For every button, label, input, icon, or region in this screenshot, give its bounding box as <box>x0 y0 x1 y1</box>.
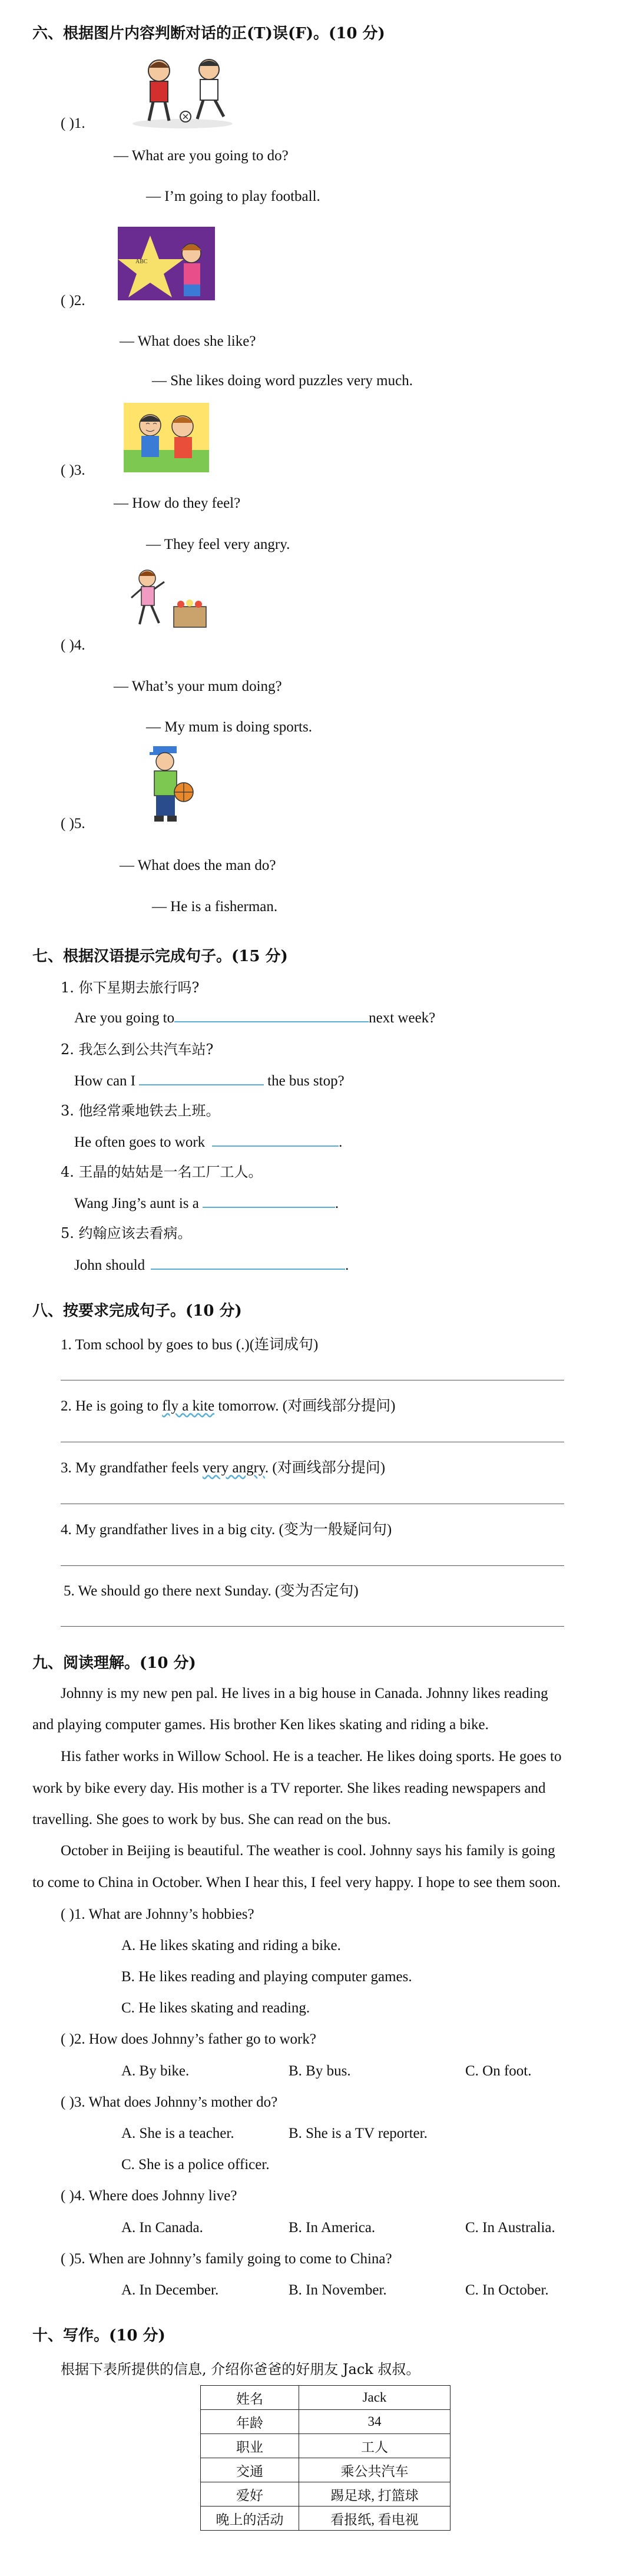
option-9-2-c[interactable]: C. On foot. <box>465 2063 532 2079</box>
item-6-2-number[interactable]: ( )2. <box>61 293 85 309</box>
option-9-5-a[interactable]: A. In December. <box>121 2282 219 2298</box>
item-8-5-answer-line[interactable] <box>61 1626 564 1627</box>
item-7-2-blank[interactable] <box>139 1069 264 1085</box>
option-9-1-c[interactable]: C. He likes skating and reading. <box>121 2000 310 2016</box>
question-9-2[interactable]: ( )2. How does Johnny’s father go to work? <box>61 2031 316 2047</box>
item-7-2-chinese: 2. 我怎么到公共汽车站? <box>61 1041 214 1058</box>
table-row: 姓名 Jack <box>201 2386 450 2410</box>
item-7-1-blank[interactable] <box>174 1006 369 1022</box>
question-9-5[interactable]: ( )5. When are Johnny’s family going to come to China? <box>61 2251 392 2267</box>
item-7-4-sentence: Wang Jing’s aunt is a . <box>74 1191 339 1212</box>
table-row: 晚上的活动 看报纸, 看电视 <box>201 2507 450 2531</box>
item-8-4: 4. My grandfather lives in a big city. (变为一般疑问句) <box>61 1522 392 1538</box>
option-9-2-b[interactable]: B. By bus. <box>289 2063 351 2079</box>
option-9-4-c[interactable]: C. In Australia. <box>465 2220 555 2236</box>
question-9-1[interactable]: ( )1. What are Johnny’s hobbies? <box>61 1906 254 1922</box>
section-10-title: 十、写作。(10 分) <box>32 2327 165 2345</box>
section-9-title: 九、阅读理解。(10 分) <box>32 1654 196 1672</box>
section-7-title: 七、根据汉语提示完成句子。(15 分) <box>32 948 288 965</box>
item-6-1-answer: — I’m going to play football. <box>146 188 320 204</box>
passage-line: work by bike every day. His mother is a TV reporter. She likes reading newspapers and <box>32 1780 546 1796</box>
item-7-5-sentence: John should . <box>74 1253 349 1274</box>
option-9-2-a[interactable]: A. By bike. <box>121 2063 190 2079</box>
writing-instruction: 根据下表所提供的信息, 介绍你爸爸的好朋友 Jack 叔叔。 <box>61 2361 420 2378</box>
item-8-4-answer-line[interactable] <box>61 1565 564 1566</box>
item-6-4-number[interactable]: ( )4. <box>61 637 85 653</box>
table-row: 年龄 34 <box>201 2410 450 2434</box>
table-row: 交通 乘公共汽车 <box>201 2458 450 2482</box>
option-9-4-a[interactable]: A. In Canada. <box>121 2220 203 2236</box>
item-7-4-chinese: 4. 王晶的姑姑是一名工厂工人。 <box>61 1164 263 1180</box>
item-7-4-blank[interactable] <box>203 1191 335 1208</box>
table-row: 职业 工人 <box>201 2434 450 2458</box>
football-boys-picture <box>127 53 238 130</box>
item-6-3-answer: — They feel very angry. <box>146 537 290 552</box>
passage-line: travelling. She goes to work by bus. She can read on the bus. <box>32 1812 391 1827</box>
item-6-3-number[interactable]: ( )3. <box>61 462 85 478</box>
option-9-5-c[interactable]: C. In October. <box>465 2282 549 2298</box>
item-7-5-chinese: 5. 约翰应该去看病。 <box>61 1225 192 1241</box>
option-9-3-b[interactable]: B. She is a TV reporter. <box>289 2125 428 2141</box>
item-6-1-number[interactable]: ( )1. <box>61 115 85 131</box>
item-6-2-question: — What does she like? <box>120 333 256 349</box>
item-8-1: 1. Tom school by goes to bus (.)(连词成句) <box>61 1337 319 1353</box>
table-row: 爱好 踢足球, 打篮球 <box>201 2482 450 2507</box>
passage-line: Johnny is my new pen pal. He lives in a big house in Canada. Johnny likes reading <box>61 1686 548 1701</box>
two-kids-picture <box>124 403 209 472</box>
passage-line: and playing computer games. His brother Ken likes skating and riding a bike. <box>32 1717 489 1733</box>
option-9-3-a[interactable]: A. She is a teacher. <box>121 2125 234 2141</box>
option-9-3-c[interactable]: C. She is a police officer. <box>121 2157 270 2173</box>
item-6-5-number[interactable]: ( )5. <box>61 816 85 832</box>
puzzle-girl-picture <box>118 227 215 300</box>
item-8-2: 2. He is going to fly a kite tomorrow. (对画线部分提问) <box>61 1398 396 1414</box>
item-7-3-sentence: He often goes to work . <box>74 1130 342 1151</box>
item-6-1-question: — What are you going to do? <box>114 148 289 164</box>
item-8-5: 5. We should go there next Sunday. (变为否定句) <box>64 1583 359 1599</box>
item-8-3: 3. My grandfather feels very angry. (对画线部分提问) <box>61 1460 386 1476</box>
option-9-5-b[interactable]: B. In November. <box>289 2282 387 2298</box>
item-6-5-question: — What does the man do? <box>120 857 276 873</box>
section-8-title: 八、按要求完成句子。(10 分) <box>32 1302 242 1320</box>
info-table <box>200 2385 450 2531</box>
option-9-1-a[interactable]: A. He likes skating and riding a bike. <box>121 1938 341 1953</box>
item-6-4-question: — What’s your mum doing? <box>114 678 282 694</box>
passage-line: October in Beijing is beautiful. The weather is cool. Johnny says his family is going <box>61 1843 555 1859</box>
item-6-3-question: — How do they feel? <box>114 495 241 511</box>
option-9-4-b[interactable]: B. In America. <box>289 2220 376 2236</box>
passage-line: to come to China in October. When I hear this, I feel very happy. I hope to see them soon. <box>32 1875 561 1890</box>
man-basketball-picture <box>141 744 200 826</box>
item-7-1-sentence: Are you going to next week? <box>74 1006 435 1027</box>
section-6-title: 六、根据图片内容判断对话的正(T)误(F)。(10 分) <box>32 25 385 42</box>
woman-exercising-picture <box>127 565 209 636</box>
item-6-5-answer: — He is a fisherman. <box>152 899 278 915</box>
question-9-4[interactable]: ( )4. Where does Johnny live? <box>61 2188 237 2204</box>
question-9-3[interactable]: ( )3. What does Johnny’s mother do? <box>61 2094 278 2110</box>
passage-line: His father works in Willow School. He is a teacher. He likes doing sports. He goes to <box>61 1749 562 1764</box>
item-7-1-chinese: 1. 你下星期去旅行吗? <box>61 979 200 996</box>
item-7-3-blank[interactable] <box>212 1130 339 1147</box>
option-9-1-b[interactable]: B. He likes reading and playing computer games. <box>121 1969 412 1985</box>
item-6-4-answer: — My mum is doing sports. <box>146 719 312 735</box>
item-7-3-chinese: 3. 他经常乘地铁去上班。 <box>61 1102 220 1119</box>
svg-text:ABC: ABC <box>135 259 148 265</box>
item-7-2-sentence: How can I the bus stop? <box>74 1069 344 1090</box>
item-7-5-blank[interactable] <box>151 1253 345 1270</box>
item-6-2-answer: — She likes doing word puzzles very much. <box>152 373 413 389</box>
